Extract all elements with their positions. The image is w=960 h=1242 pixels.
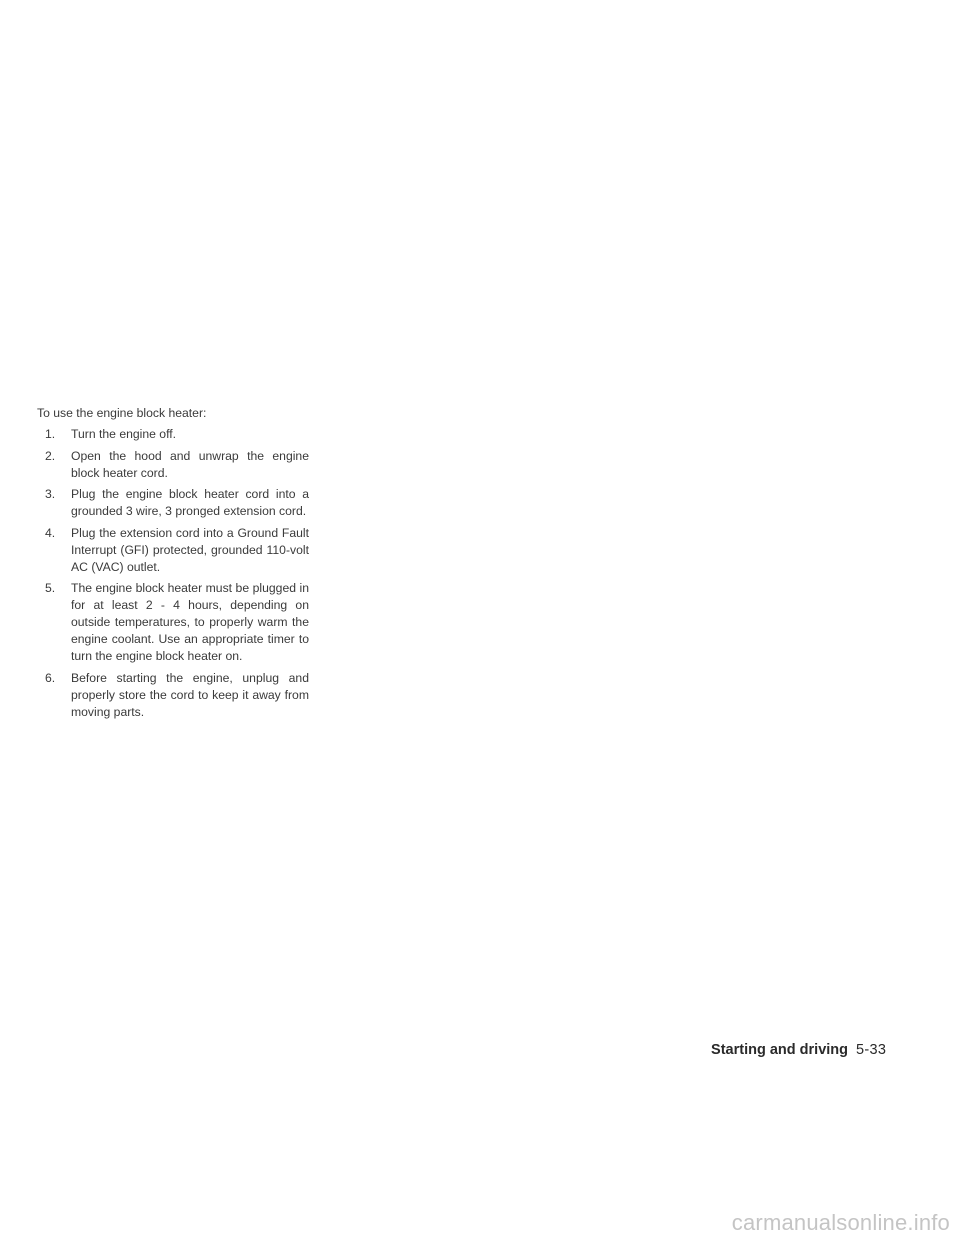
step-item	[37, 448, 309, 482]
step-item	[37, 580, 309, 665]
page-number: 5-33	[856, 1042, 887, 1058]
step-number: 6.	[45, 670, 56, 685]
step-text: The engine block heater must be plugged in for at least 2 - 4 hours, depending on outside temperatures, to properly warm the engine coolant. Use an appropriate timer to turn the engine block heater on.	[71, 581, 309, 663]
step-text: Plug the extension cord into a Ground Fault Interrupt (GFI) protected, grounded 110-volt AC (VAC) outlet.	[71, 525, 309, 574]
instruction-steps	[37, 426, 309, 721]
step-item	[37, 486, 309, 520]
section-title: Starting and driving	[711, 1042, 848, 1058]
step-number: 1.	[45, 427, 56, 441]
intro-text: To use the engine block heater:	[37, 406, 207, 420]
main-text-column	[37, 405, 309, 725]
step-item	[37, 426, 309, 443]
step-number: 4.	[45, 525, 56, 540]
step-item	[37, 670, 309, 721]
step-text: Turn the engine off.	[71, 427, 177, 441]
step-text: Plug the engine block heater cord into a grounded 3 wire, 3 pronged extension cord.	[71, 487, 309, 518]
step-text: Before starting the engine, unplug and properly store the cord to keep it away from moving parts.	[71, 670, 309, 719]
step-text: Open the hood and unwrap the engine block heater cord.	[71, 448, 309, 480]
step-number: 2.	[45, 448, 56, 463]
step-number: 3.	[45, 487, 56, 501]
step-item	[37, 525, 309, 576]
step-number: 5.	[45, 581, 56, 595]
watermark-logo: carmanualsonline.info	[731, 1210, 950, 1235]
